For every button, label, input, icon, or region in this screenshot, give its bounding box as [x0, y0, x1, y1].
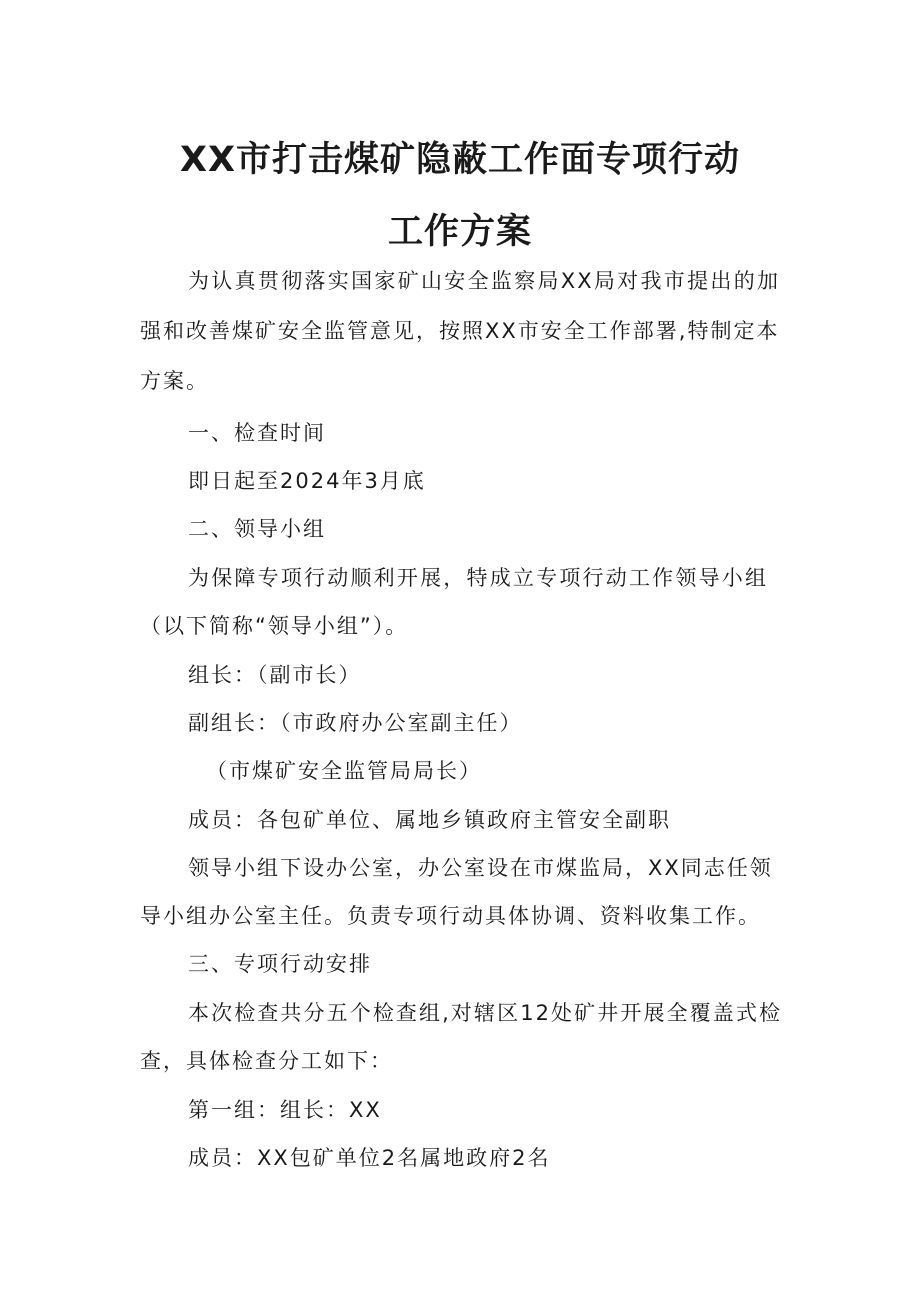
- paragraph-line: （以下简称“领导小组”）。: [140, 614, 409, 638]
- paragraph-line: 领导小组下设办公室，办公室设在市煤监局，XX同志任领: [188, 856, 773, 880]
- section-heading: 三、专项行动安排: [188, 952, 372, 976]
- paragraph-line: 组长：（副市长）: [188, 663, 362, 687]
- paragraph-line: 第一组：组长：XX: [188, 1098, 382, 1122]
- paragraph-line: 即日起至2024年3月底: [188, 469, 426, 493]
- paragraph-line: 成员：XX包矿单位2名属地政府2名: [188, 1146, 551, 1170]
- paragraph-line: 成员：各包矿单位、属地乡镇政府主管安全副职: [188, 808, 671, 832]
- paragraph-line: 方案。: [140, 369, 209, 393]
- document-title-line-2: 工作方案: [387, 212, 532, 252]
- paragraph-line: 导小组办公室主任。负责专项行动具体协调、资料收集工作。: [140, 904, 761, 928]
- section-heading: 二、领导小组: [188, 517, 326, 541]
- section-heading: 一、检查时间: [188, 421, 326, 445]
- paragraph-line: 强和改善煤矿安全监管意见，按照XX市安全工作部署,特制定本: [140, 319, 780, 343]
- paragraph-line: 本次检查共分五个检查组,对辖区12处矿井开展全覆盖式检: [188, 1001, 782, 1025]
- paragraph-line: 为保障专项行动顺利开展，特成立专项行动工作领导小组: [188, 566, 768, 590]
- paragraph-line: 查，具体检查分工如下：: [140, 1049, 393, 1073]
- paragraph-line: 副组长：（市政府办公室副主任）: [188, 711, 523, 735]
- paragraph-line: （市煤矿安全监管局局长）: [206, 759, 482, 783]
- document-title-line-1: XX市打击煤矿隐蔽工作面专项行动: [180, 140, 740, 180]
- paragraph-line: 为认真贯彻落实国家矿山安全监察局XX局对我市提出的加: [188, 269, 780, 293]
